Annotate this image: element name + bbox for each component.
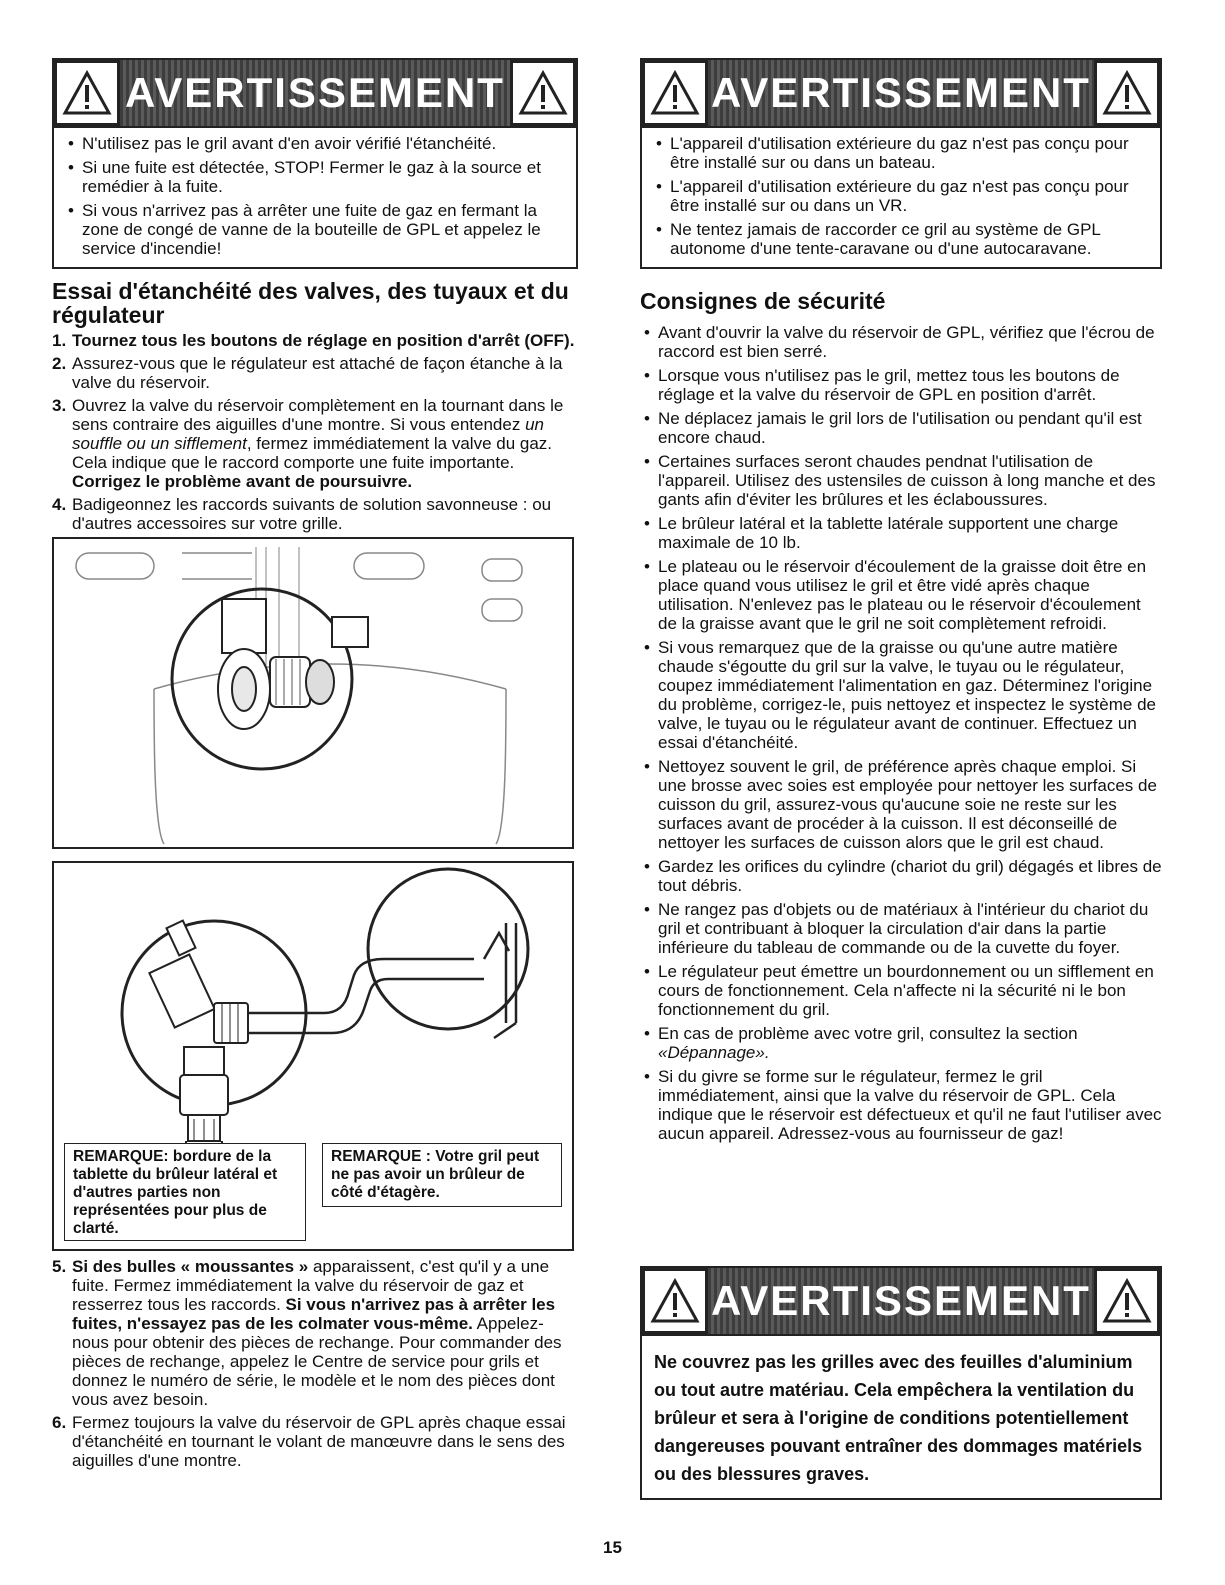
- left-column: [52, 58, 578, 1474]
- warning-triangle-icon: [642, 60, 708, 126]
- warning-triangle-icon: [642, 1268, 708, 1334]
- warning-box-3: [640, 1266, 1162, 1500]
- warning-box-2: [640, 58, 1162, 269]
- warning-list: [54, 128, 576, 267]
- figure-side-burner: [52, 861, 574, 1251]
- safety-item: • Certaines surfaces seront chaudes pendnat l'utilisation de l'appareil. Utilisez des ustensiles de cuisson à long manche et des gants afin d'éviter les brûlures et les éclaboussures.: [640, 452, 1162, 509]
- page-number: 15: [603, 1538, 622, 1557]
- step-4: 4. Badigeonnez les raccords suivants de solution savonneuse : ou d'autres accessoires sur votre grille.: [52, 495, 552, 533]
- warning-banner: [642, 1268, 1160, 1336]
- safety-item: • Le brûleur latéral et la tablette latérale supportent une charge maximale de 10 lb.: [640, 514, 1162, 552]
- section-title-leak-test: Essai d'étanchéité des valves, des tuyaux et du régulateur: [52, 278, 569, 328]
- safety-item: • Si vous remarquez que de la graisse ou qu'une autre matière chaude s'égoutte du gril sur la valve, le tuyau ou le régulateur, coupez immédiatement l'alimentation en gaz. Déterminez l'origine du problème, corrigez-le, puis nettoyez et inspectez le système de valve, le tuyau ou le régulateur avant de continuer. Effectuez un essai d'étanchéité.: [640, 638, 1162, 752]
- warning-item: • Si vous n'arrivez pas à arrêter une fuite de gaz en fermant la zone de congé de vanne de la bouteille de GPL et appelez le service d'incendie!: [64, 201, 566, 258]
- regulator-illustration: [54, 539, 572, 847]
- step-5: 5. Si des bulles « moussantes » apparaissent, c'est qu'il y a une fuite. Fermez immédiatement la valve du réservoir de gaz et resserrez tous les raccords. Si vous n'arrivez pas à arrêter les fuites, n'essayez pas de les colmater vous-même. Appelez-nous pour obtenir des pièces de rechange. Pour commander des pièces de rechange, appelez le Centre de service pour grils et donnez le numéro de série, le modèle et le nom des pièces dont vous avez besoin.: [52, 1257, 562, 1409]
- right-column: [640, 58, 1162, 1484]
- safety-item: • Lorsque vous n'utilisez pas le gril, mettez tous les boutons de réglage et la valve du réservoir de GPL en position d'arrêt.: [640, 366, 1162, 404]
- warning-title: AVERTISSEMENT: [125, 69, 505, 116]
- safety-item: • Nettoyez souvent le gril, de préférence après chaque emploi. Si une brosse avec soies est employée pour nettoyer les surfaces de cuisson du gril, assurez-vous qu'aucune soie ne reste sur les surfaces avant de procéder à la cuisson. Il est déconseillé de nettoyer les surfaces de cuisson alors que le gril est chaud.: [640, 757, 1162, 852]
- warning-item: • Si une fuite est détectée, STOP! Fermer le gaz à la source et remédier à la fuite.: [64, 158, 566, 196]
- warning-triangle-icon: [54, 60, 120, 126]
- warning-banner: [54, 60, 576, 128]
- step-1: 1. Tournez tous les boutons de réglage en position d'arrêt (OFF).: [52, 331, 575, 350]
- warning-item: • N'utilisez pas le gril avant d'en avoir vérifié l'étanchéité.: [64, 134, 566, 153]
- warning-title: AVERTISSEMENT: [711, 1277, 1091, 1324]
- step-3: 3. Ouvrez la valve du réservoir complètement en la tournant dans le sens contraire des aiguilles d'une montre. Si vous entendez un souffle ou un sifflement, fermez immédiatement la valve du gaz. Cela indique que le raccord comporte une fuite importante. Corrigez le problème avant de poursuivre.: [52, 396, 564, 491]
- warning-item: • L'appareil d'utilisation extérieure du gaz n'est pas conçu pour être installé sur ou dans un VR.: [652, 177, 1150, 215]
- safety-item: • Avant d'ouvrir la valve du réservoir de GPL, vérifiez que l'écrou de raccord est bien serré.: [640, 323, 1162, 361]
- safety-item: • Ne rangez pas d'objets ou de matériaux à l'intérieur du chariot du gril et contribuant à bloquer la circulation d'air dans la partie inférieure du tableau de commande ou de la cuvette du foyer.: [640, 900, 1162, 957]
- safety-item: • Le régulateur peut émettre un bourdonnement ou un sifflement en cours de fonctionnement. Cela n'affecte ni la sécurité ni le bon fonctionnement du gril.: [640, 962, 1162, 1019]
- steps-list: [52, 331, 578, 533]
- figure-regulator: [52, 537, 574, 849]
- safety-item: • Ne déplacez jamais le gril lors de l'utilisation ou pendant qu'il est encore chaud.: [640, 409, 1162, 447]
- steps-list-continued: [52, 1257, 578, 1470]
- note-side-burner: REMARQUE : Votre gril peut ne pas avoir un brûleur de côté d'étagère.: [322, 1143, 562, 1207]
- warning-banner: [642, 60, 1160, 128]
- warning-triangle-icon: [1094, 60, 1160, 126]
- step-2: 2. Assurez-vous que le régulateur est attaché de façon étanche à la valve du réservoir.: [52, 354, 563, 392]
- safety-item: • Gardez les orifices du cylindre (chariot du gril) dégagés et libres de tout débris.: [640, 857, 1162, 895]
- warning-triangle-icon: [1094, 1268, 1160, 1334]
- warning-triangle-icon: [510, 60, 576, 126]
- warning-item: • L'appareil d'utilisation extérieure du gaz n'est pas conçu pour être installé sur ou dans un bateau.: [652, 134, 1150, 172]
- warning-list: [642, 128, 1160, 267]
- safety-item: • Le plateau ou le réservoir d'écoulement de la graisse doit être en place quand vous utilisez le gril et être vidé après chaque utilisation. N'enlevez pas le plateau ou le réservoir d'écoulement de la graisse avant que le gril ne soit complètement refroidi.: [640, 557, 1162, 633]
- safety-item: • Si du givre se forme sur le régulateur, fermez le gril immédiatement, ainsi que la valve du réservoir de GPL. Cela indique que le réservoir est défectueux et qu'il ne faut l'utiliser avec aucun appareil. Adressez-vous au fournisseur de gaz!: [640, 1067, 1162, 1143]
- warning-aluminium-text: Ne couvrez pas les grilles avec des feuilles d'aluminium ou tout autre matériau. Cela empêchera la ventilation du brûleur et sera à l'origine de conditions potentiellement dangereuses pouvant entraîner des dommages matériels ou des blessures graves.: [654, 1352, 1143, 1484]
- warning-item: • Ne tentez jamais de raccorder ce gril au système de GPL autonome d'une tente-caravane ou d'une autocaravane.: [652, 220, 1150, 258]
- notes-row: [64, 1143, 562, 1241]
- section-title-safety: Consignes de sécurité: [640, 288, 886, 314]
- note-side-shelf: REMARQUE: bordure de la tablette du brûleur latéral et d'autres parties non représentées pour plus de clarté.: [64, 1143, 306, 1241]
- safety-item: • En cas de problème avec votre gril, consultez la section «Dépannage».: [640, 1024, 1162, 1062]
- safety-list: [640, 323, 1162, 1143]
- warning-title: AVERTISSEMENT: [711, 69, 1091, 116]
- step-6: 6. Fermez toujours la valve du réservoir de GPL après chaque essai d'étanchéité en tournant le volant de manœuvre dans le sens des aiguilles d'une montre.: [52, 1413, 566, 1470]
- warning-box-1: [52, 58, 578, 269]
